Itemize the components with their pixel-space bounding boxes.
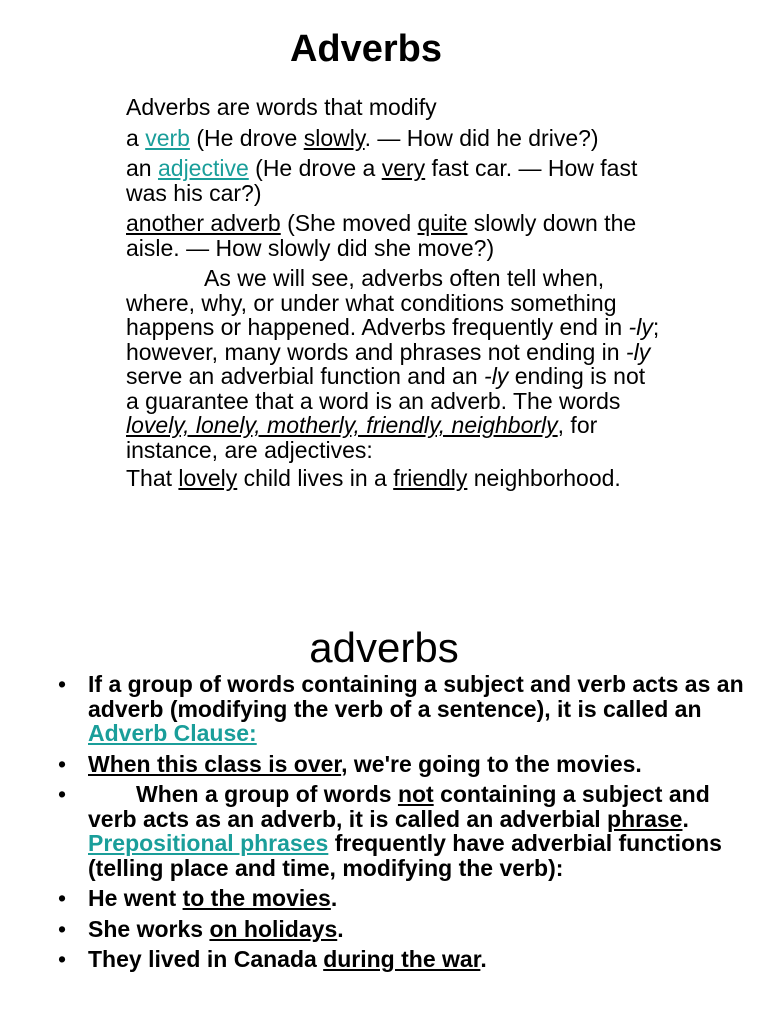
list-item: • They lived in Canada during the war. xyxy=(58,946,487,972)
adverb-clause-link[interactable]: Adverb Clause: xyxy=(88,720,257,746)
list-item: • If a group of words containing a subject and verb acts as an adverb (modifying the verb of a sentence), it is called an Adverb Clause: xyxy=(58,671,744,746)
underlined-word: lovely xyxy=(178,465,238,491)
list-item: • She works on holidays. xyxy=(58,915,344,942)
underlined-phrase: When this class is over xyxy=(88,750,342,777)
list-item: • He went to the movies. xyxy=(58,885,338,911)
bullet-icon: • xyxy=(58,915,67,942)
section-title: adverbs xyxy=(309,624,459,671)
underlined-word: very xyxy=(381,155,426,181)
adjective-example: an adjective (He drove a very fast car. — How fast was his car?) xyxy=(126,155,638,206)
underlined-phrase: during the war xyxy=(323,946,481,972)
prepositional-phrases-link[interactable]: Prepositional phrases xyxy=(88,830,329,856)
definition-section xyxy=(126,95,661,497)
underlined-word: not xyxy=(397,781,434,807)
underlined-word: phrase xyxy=(607,805,683,832)
verb-link[interactable]: verb xyxy=(145,124,190,151)
underlined-word: slowly xyxy=(303,124,365,151)
adjective-link[interactable]: adjective xyxy=(157,155,249,181)
bullet-icon: • xyxy=(58,671,67,697)
underlined-phrase: on holidays xyxy=(209,915,338,942)
bullet-icon: • xyxy=(58,885,67,911)
bullet-list xyxy=(58,672,748,978)
bullet-icon: • xyxy=(58,946,67,972)
bullet-icon: • xyxy=(58,750,67,777)
adverb-example: another adverb (She moved quite slowly down the aisle. — How slowly did she move?) xyxy=(126,210,637,261)
list-item: • When a group of words not containing a subject and verb acts as an adverb, it is called an adverbial phrase. Prepositional phrases frequently have adverbial functions (telling place and time, modifying the verb): xyxy=(58,781,722,881)
underlined-word: quite xyxy=(417,210,468,236)
underlined-phrase: to the movies xyxy=(182,885,331,911)
adjective-sentence-example: That lovely child lives in a friendly neighborhood. xyxy=(126,465,621,491)
underlined-phrase: another adverb xyxy=(126,210,281,236)
intro-line: Adverbs are words that modify xyxy=(126,94,437,120)
underlined-word: friendly xyxy=(393,465,468,491)
page-title: Adverbs xyxy=(289,28,443,70)
adjective-list: lovely, lonely, motherly, friendly, neighborly xyxy=(126,412,558,438)
bullet-icon: • xyxy=(58,781,67,807)
verb-example: a verb (He drove slowly. — How did he drive?) xyxy=(126,124,599,151)
list-item: • When this class is over, we're going to the movies. xyxy=(58,750,642,777)
explanation-paragraph: As we will see, adverbs often tell when, where, why, or under what conditions something happens or happened. Adverbs frequently end in -ly; however, many words and phrases not ending in -ly serve an adverbial function and an -ly ending is not a guarantee that a word is an adverb. The words lovely, lonely, motherly, friendly, neighborly, for instance, are adjectives: xyxy=(126,265,660,463)
